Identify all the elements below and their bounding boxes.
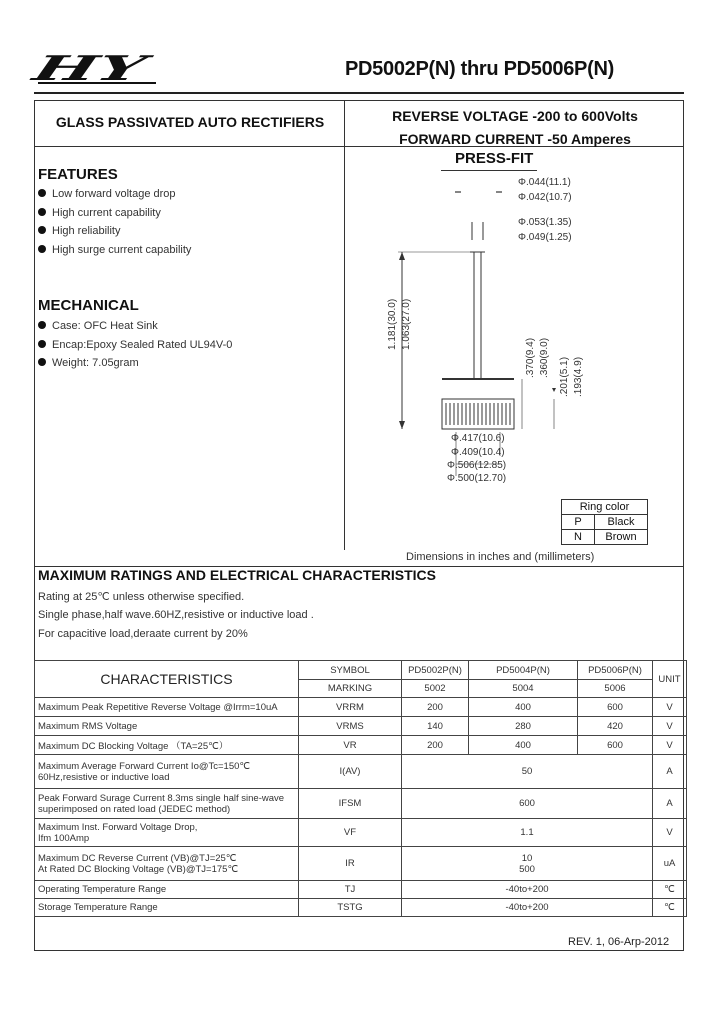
ring-color-header: Ring color	[562, 500, 648, 515]
marking-value: 5006	[578, 680, 653, 698]
dim-d8: Φ.500(12.70)	[447, 473, 507, 484]
svg-text:HY: HY	[28, 48, 98, 89]
dim-height-1: .370(9.4)	[525, 337, 536, 378]
table-row: Maximum RMS Voltage VRMS 140 280 420 V	[35, 717, 687, 736]
table-row: Peak Forward Surage Current 8.3ms single half sine-wave superimposed on rated load (JEDEC method) IFSM 600 A	[35, 789, 687, 819]
part-header: PD5006P(N)	[578, 661, 653, 680]
unit-header: UNIT	[653, 661, 687, 698]
dim-height-4: .193(4.9)	[573, 356, 584, 397]
ring-color-table	[561, 499, 648, 545]
header-rule	[34, 92, 684, 94]
ring-color: Black	[595, 515, 648, 530]
part-header: PD5004P(N)	[469, 661, 578, 680]
list-item: Case: OFC Heat Sink	[38, 317, 232, 336]
list-item: High reliability	[38, 222, 191, 241]
features-list	[38, 185, 191, 260]
ring-color: Brown	[595, 530, 648, 545]
dim-d5: Φ.417(10.6)	[451, 433, 505, 444]
dim-d3: Φ.053(1.35)	[518, 217, 572, 228]
dim-d6: Φ.409(10.4)	[451, 447, 505, 458]
revision-label: REV. 1, 06-Arp-2012	[568, 936, 670, 948]
bullet-icon	[38, 226, 46, 234]
product-category: GLASS PASSIVATED AUTO RECTIFIERS	[55, 114, 325, 130]
table-row: Maximum Inst. Forward Voltage Drop, Ifm 100Amp VF 1.1 V	[35, 819, 687, 847]
table-row: Operating Temperature Range TJ -40to+200 ℃	[35, 881, 687, 899]
ring-code: N	[562, 530, 595, 545]
bullet-icon	[38, 340, 46, 348]
dim-d4: Φ.049(1.25)	[518, 232, 572, 243]
ring-code: P	[562, 515, 595, 530]
marking-header: MARKING	[299, 680, 402, 698]
table-row: Maximum DC Reverse Current (VB)@TJ=25℃ At Rated DC Blocking Voltage (VB)@TJ=175℃ IR 10 500 uA	[35, 847, 687, 881]
ratings-summary	[346, 105, 684, 151]
list-item: Low forward voltage drop	[38, 185, 191, 204]
mechanical-heading: MECHANICAL	[38, 297, 139, 314]
table-row: Storage Temperature Range TSTG -40to+200 ℃	[35, 899, 687, 917]
part-header: PD5002P(N)	[402, 661, 469, 680]
rating-note: Single phase,half wave.60HZ,resistive or inductive load .	[38, 609, 314, 621]
press-fit-underline	[441, 170, 537, 171]
features-heading: FEATURES	[38, 166, 118, 183]
ratings-heading: MAXIMUM RATINGS AND ELECTRICAL CHARACTERISTICS	[38, 567, 436, 583]
characteristics-table	[34, 660, 687, 917]
bullet-icon	[38, 189, 46, 197]
list-item: High current capability	[38, 204, 191, 223]
dim-height-2: .360(9.0)	[539, 337, 550, 378]
dim-length-2: 1.063(27.0)	[401, 298, 412, 350]
dim-d7: Φ.506(12.85)	[447, 460, 507, 471]
bullet-icon	[38, 208, 46, 216]
column-divider	[344, 100, 345, 550]
rating-note: For capacitive load,deraate current by 20%	[38, 628, 248, 640]
characteristics-header: CHARACTERISTICS	[35, 661, 299, 698]
dim-length-1: 1.181(30.0)	[387, 298, 398, 350]
marking-value: 5002	[402, 680, 469, 698]
reverse-voltage: REVERSE VOLTAGE -200 to 600Volts	[392, 108, 638, 124]
bullet-icon	[38, 321, 46, 329]
list-item: High surge current capability	[38, 241, 191, 260]
table-row: Maximum Peak Repetitive Reverse Voltage @Irrm=10uA VRRM 200 400 600 V	[35, 698, 687, 717]
rating-note: Rating at 25℃ unless otherwise specified.	[38, 591, 245, 603]
press-fit-label: PRESS-FIT	[455, 150, 534, 167]
dim-d2: Φ.042(10.7)	[518, 192, 572, 203]
dim-height-3: .201(5.1)	[559, 356, 570, 397]
forward-current: FORWARD CURRENT -50 Amperes	[399, 131, 631, 147]
dimension-note: Dimensions in inches and (millimeters)	[406, 551, 595, 563]
dim-d1: Φ.044(11.1)	[518, 177, 571, 188]
hy-logo	[28, 48, 161, 89]
symbol-header: SYMBOL	[299, 661, 402, 680]
marking-value: 5004	[469, 680, 578, 698]
bullet-icon	[38, 245, 46, 253]
table-row: Maximum DC Blocking Voltage （TA=25℃） VR 200 400 600 V	[35, 736, 687, 755]
list-item: Encap:Epoxy Sealed Rated UL94V-0	[38, 336, 232, 355]
bullet-icon	[38, 358, 46, 366]
page-title: PD5002P(N) thru PD5006P(N)	[345, 58, 614, 80]
table-row: Maximum Average Forward Current Io@Tc=150℃ 60Hz,resistive or inductive load I(AV) 50 A	[35, 755, 687, 789]
list-item: Weight: 7.05gram	[38, 354, 232, 373]
mechanical-list	[38, 317, 232, 373]
